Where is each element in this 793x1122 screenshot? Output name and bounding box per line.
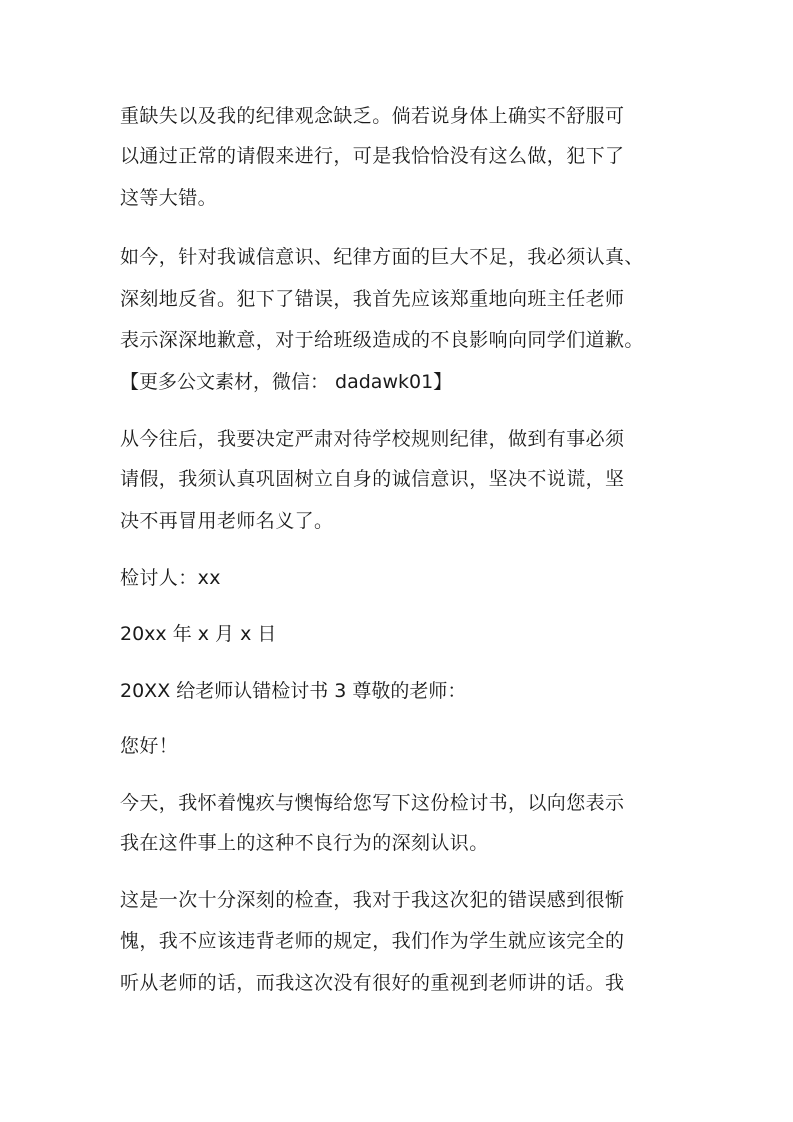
text-line: 愧，我不应该违背老师的规定，我们作为学生就应该完全的	[120, 930, 625, 952]
text-line: 从今往后，我要决定严肃对待学校规则纪律，做到有事必须	[120, 428, 625, 450]
text-line: 决不再冒用老师名义了。	[120, 510, 334, 532]
text-line: 我在这件事上的这种不良行为的深刻认识。	[120, 832, 489, 854]
date-line: 20xx 年 x 月 x 日	[120, 623, 277, 645]
signer-line: 检讨人：xx	[120, 567, 221, 589]
text-line: 表示深深地歉意，对于给班级造成的不良影响向同学们道歉。	[120, 329, 644, 351]
text-line: 这等大错。	[120, 187, 218, 209]
text-line: 以通过正常的请假来进行，可是我恰恰没有这么做，犯下了	[120, 145, 625, 167]
text-line: 如今，针对我诚信意识、纪律方面的巨大不足，我必须认真、	[120, 246, 644, 268]
text-line: 请假，我须认真巩固树立自身的诚信意识，坚决不说谎，坚	[120, 468, 625, 490]
text-line: 今天，我怀着愧疚与懊悔给您写下这份检讨书，以向您表示	[120, 792, 625, 814]
text-line: 【更多公文素材，微信： dadawk01】	[120, 371, 453, 393]
section-heading: 20XX 给老师认错检讨书 3 尊敬的老师：	[120, 680, 467, 702]
text-line: 这是一次十分深刻的检查，我对于我这次犯的错误感到很惭	[120, 889, 625, 911]
text-line: 深刻地反省。犯下了错误，我首先应该郑重地向班主任老师	[120, 288, 625, 310]
text-line: 听从老师的话，而我这次没有很好的重视到老师讲的话。我	[120, 972, 625, 994]
text-line: 重缺失以及我的纪律观念缺乏。倘若说身体上确实不舒服可	[120, 105, 625, 127]
greeting-line: 您好！	[120, 735, 179, 757]
